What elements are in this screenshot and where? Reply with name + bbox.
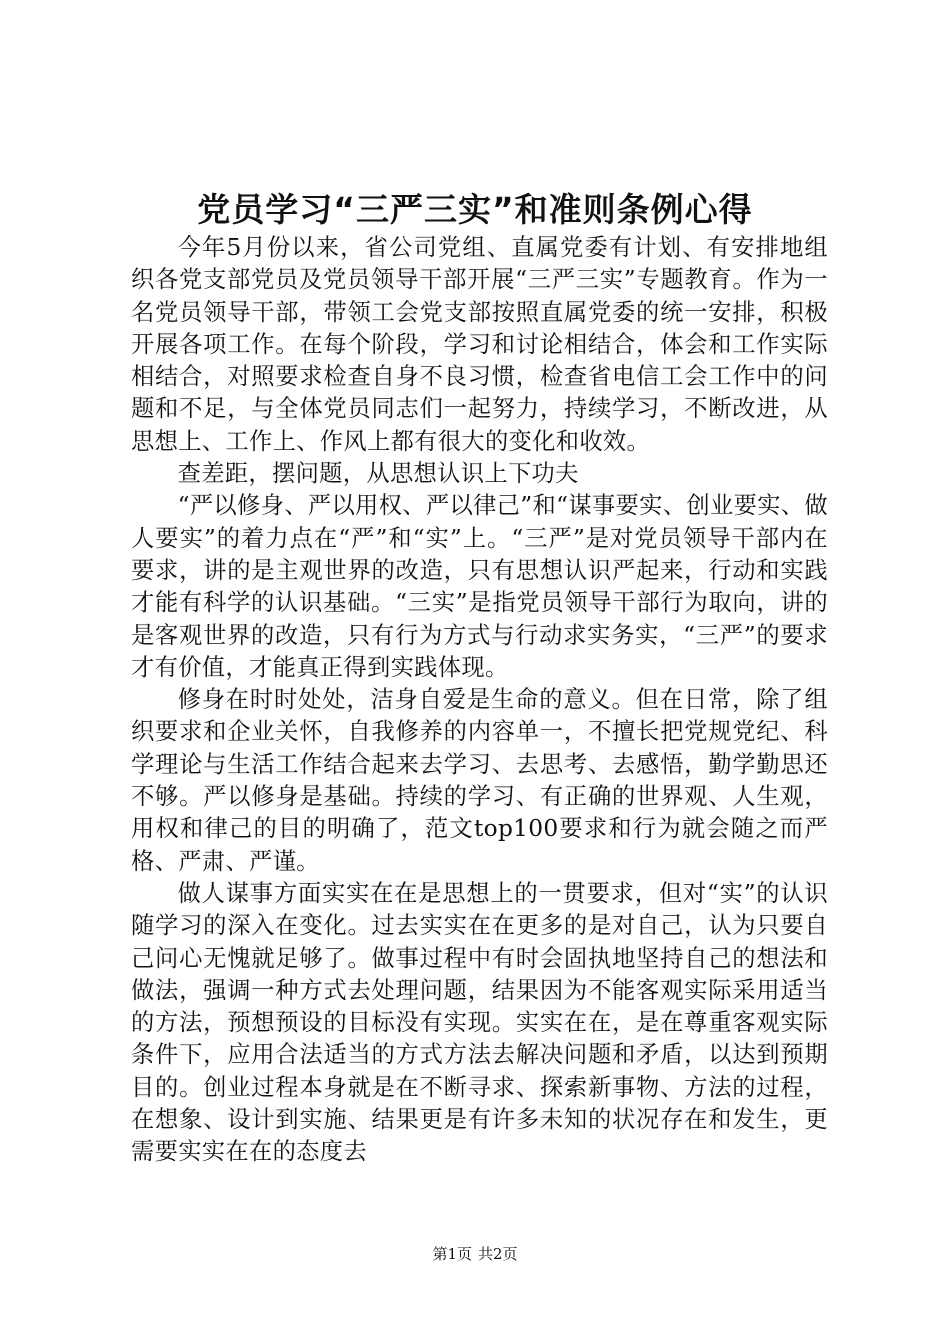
section-heading: 查差距，摆问题，从思想认识上下功夫 (177, 460, 579, 488)
page-footer (0, 1244, 950, 1264)
paragraph-self-cultivation: 修身在时时处处，洁身自爱是生命的意义。但在日常，除了组织要求和企业关怀，自我修养的内容单一，不擅长把党规党纪、科学理论与生活工作结合起来去学习、去思考、去感悟，勤学勤思还不够。严以修身是基础。持续的学习、有正确的世界观、人生观，用权和律己的目的明确了，范文top100要求和行为就会随之而严格、严肃、严谨。 (131, 686, 828, 875)
page-number: 第1页 (432, 1245, 472, 1263)
document-body (131, 232, 828, 1169)
paragraph-practical: 做人谋事方面实实在在是思想上的一贯要求，但对“实”的认识随学习的深入在变化。过去实实在在更多的是对自己，认为只要自己问心无愧就足够了。做事过程中有时会固执地坚持自己的想法和做法，强调一种方式去处理问题，结果因为不能客观实际采用适当的方法，预想预设的目标没有实现。实实在在，是在尊重客观实际条件下，应用合法适当的方式方法去解决问题和矛盾，以达到预期目的。创业过程本身就是在不断寻求、探索新事物、方法的过程，在想象、设计到实施、结果更是有许多未知的状况存在和发生，更需要实实在在的态度去 (131, 879, 828, 1166)
document-title: 党员学习“三严三实”和准则条例心得 (197, 190, 753, 229)
paragraph-intro: 今年5月份以来，省公司党组、直属党委有计划、有安排地组织各党支部党员及党员领导干部开展“三严三实”专题教育。作为一名党员领导干部，带领工会党支部按照直属党委的统一安排，积极开展各项工作。在每个阶段，学习和讨论相结合，体会和工作实际相结合，对照要求检查自身不良习惯，检查省电信工会工作中的问题和不足，与全体党员同志们一起努力，持续学习，不断改进，从思想上、工作上、作风上都有很大的变化和收效。 (131, 234, 828, 455)
paragraph-three-strict: “严以修身、严以用权、严以律己”和“谋事要实、创业要实、做人要实”的着力点在“严”和“实”上。“三严”是对党员领导干部内在要求，讲的是主观世界的改造，只有思想认识严起来，行动和实践才能有科学的认识基础。“三实”是指党员领导干部行为取向，讲的是客观世界的改造，只有行为方式与行动求实务实，“三严”的要求才有价值，才能真正得到实践体现。 (131, 492, 828, 681)
page-total: 共2页 (478, 1245, 518, 1263)
